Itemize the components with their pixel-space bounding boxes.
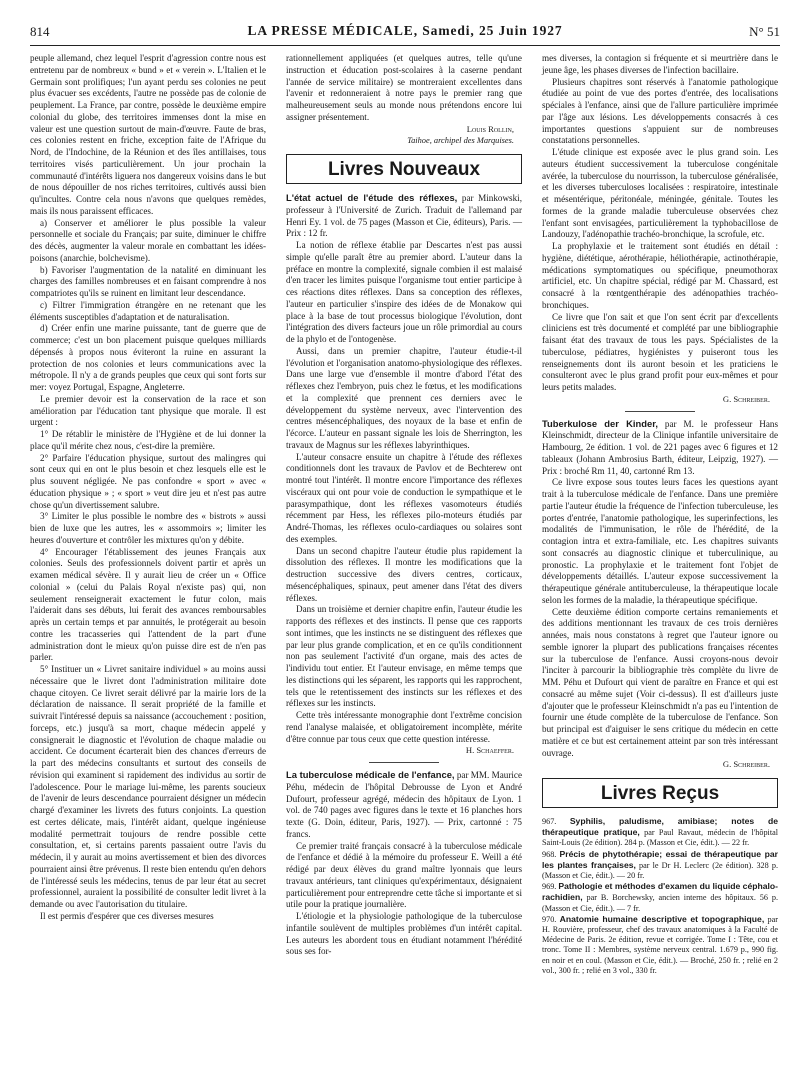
entry-number: 970. <box>542 914 557 924</box>
book-reference: par M. le professeur Hans Kleinschmidt, directeur de la Clinique infantile universitaire de Hambourg, 2e édition. 1 vol. de 221 pages avec 6 figures et 12 tableaux (Johann Ambrosius Barth, éditeur, Leipzig, 1927). — Prix : broché Rm 11, 40, cartonné Rm 13. <box>542 418 778 476</box>
header-rule <box>30 45 780 46</box>
paragraph: Ce premier traité français consacré à la tuberculose médicale de l'enfance et dédié à la mémoire du professeur E. Weill a été rédigé par deux élèves du grand maître lyonnais que leurs travaux antérieurs, tant cliniques qu'expérimentaux, désignaient particulièrement pour entreprendre cette tâche si importante et si utile pour la pratique journalière. <box>286 840 522 910</box>
paragraph: rationnellement appliquées (et quelques autres, telle qu'une instruction et éducation post-scolaires à la caserne pendant l'année de service militaire) se montreraient excellentes dans l'avenir et redonneraient à notre pays le premier rang que malheureusement seuls au monde nous prétendons encore lui assigner présentement. <box>286 53 522 122</box>
book-reference: par le Dr H. Leclerc (2e édition). 328 p. (Masson et Cie, édit.). — 20 fr. <box>542 860 779 881</box>
article-author: Louis Rollin, <box>466 123 514 134</box>
paragraph: mes diverses, la contagion si fréquente et si meurtrière dans le jeune âge, les phases diverses de l'infection bacillaire. <box>542 53 778 75</box>
column-2 <box>286 53 522 958</box>
book-review-heading <box>542 418 778 478</box>
paragraph: Cette très intéressante monographie dont l'extrême concision rend l'analyse malaisée, et obligatoirement incomplète, mérite d'être connue par tous ceux que cette question intéresse. <box>286 710 522 744</box>
paragraph: Ce livre expose sous toutes leurs faces les questions ayant trait à la tuberculose médicale de l'enfance. Dans une première partie l'auteur étudie la fréquence de l'infection tuberculeuse, les portes d'entrée, l'anatomie pathologique, les superinfections, les modalités de l'immunisation, le rôle de l'hérédité, de la contagion intra et extra-familiale, etc. Les chapitres suivants sont consacrés au diagnostic clinique et tuberculinique, au pronostic. La prophylaxie et le traitement font l'objet de développements détaillés. L'auteur expose successivement la thérapeutique générale antituberculeuse, la thérapeutique locale selon les formes de la maladie, la thérapeutique spécifique. <box>542 477 778 605</box>
section-title: Livres Reçus <box>600 783 720 804</box>
book-review-heading <box>286 192 522 240</box>
book-reference: par Minkowski, professeur à l'Université de Zurich. Traduit de l'allemand par Henri Ey. 1 vol. de 75 pages (Masson et Cie, éditeurs), Paris. — Prix : 12 fr. <box>286 193 522 239</box>
book-reference: par B. Borchewsky, ancien interne des hôpitaux. 56 p. (Masson et Cie, édit.). — 7 fr. <box>542 893 778 913</box>
book-reference: par Paul Ravaut, médecin de l'hôpital Saint-Louis (2e édition). 284 p. (Masson et Cie, édit.). — 22 fr. <box>542 828 779 848</box>
paragraph: Cette deuxième édition comporte certains remaniements et des additions mentionnant les travaux de ces trois dernières années, mais nous constatons à regret que l'auteur ignore ou semble ignorer la plupart des publications françaises récentes sur la tuberculose de l'enfance. Aussi croyons-nous devoir l'inciter à parcourir la bibliographie très complète du livre de MM. Péhu et Dufourt qui vient de paraître en France et qui est consacré au même sujet (Voir ci-dessus). Il est d'ailleurs juste d'ajouter que le professeur Kleinschmidt n'a pas eu l'intention de fournir une étude complète de la tuberculose de l'enfance. Son but principal est d'aiguiser le sens critique du médecin en cette matière et ce but est certainement atteint par son très intéressant ouvrage. <box>542 606 778 758</box>
section-heading-box <box>286 154 522 184</box>
list-item: 2° Parfaire l'éducation physique, surtout des malingres qui sont ceux qui en ont le plus besoin et chez lesquels elle est le plus souvent négligée. Ne pas confondre « sport » avec « éducation physique » ; « sport » veut dire jeu et n'est pas autre chose qu'un divertissement salubre. <box>30 452 266 510</box>
issue-number: N° 51 <box>749 24 780 39</box>
list-item: 5° Instituer un « Livret sanitaire individuel » au moins aussi nécessaire que le livret dont l'administration militaire dote chaque citoyen. Ce livret serait délivré par la mairie lors de la déclaration de naissance. Il serait propriété de la famille et suivrait l'intéressé depuis sa naissance (accouchement : position, forceps, etc.) jusqu'à sa mort, chaque médecin appelé y consignerait le diagnostic et l'évolution de chaque maladie ou accident. Ce document écarterait bien des chances d'erreurs de la part des médecins consultants et surtout des conseils de révision qui examinent si rapidement des individus au sortir de l'adolescence. Pour le mariage lui-même, les parents soucieux de l'avenir de leurs descendance pourraient désigner un médecin chargé d'examiner les livrets des futurs conjoints. La question est certes délicate, mais, l'intérêt aidant, quelque ingénieuse modalité permettrait toujours de rendre possible cette consultation, et, si certains parents passaient outre l'avis du médecin, il y aurait au moins avertissement et bien des divorces pourraient ainsi être prévenus. Il reste bien entendu qu'en dehors de l'intéressé seuls les médecins, tenus de par leur état au secret professionnel, auraient la possibilité de consulter ledit livret à la demande ou avec l'autorisation du titulaire. <box>30 664 266 909</box>
journal-title: LA PRESSE MÉDICALE, Samedi, 25 Juin 1927 <box>247 23 563 38</box>
column-3 <box>542 53 778 976</box>
paragraph: Le premier devoir est la conservation de la race et son amélioration par l'éducation tant physique que morale. Il est urgent : <box>30 393 266 428</box>
section-title: Livres Nouveaux <box>327 159 481 180</box>
section-heading-box <box>542 778 778 808</box>
page-header <box>30 20 780 44</box>
list-item: 3° Limiter le plus possible le nombre des « bistrots » aussi bien de luxe que les autres, les « assommoirs »; limiter les heures d'ouverture et contrôler les mixtures qu'on y débite. <box>30 511 266 545</box>
review-signature: G. Schreiber. <box>722 393 770 404</box>
list-item: b) Favoriser l'augmentation de la natalité en diminuant les charges des familles nombreuses et en faisant comprendre à nos compatriotes qu'ils se ruinent en limitant leur descendance. <box>30 264 266 298</box>
paragraph: Ce livre que l'on sait et que l'on sent écrit par d'excellents cliniciens est très documenté et complété par une bibliographie faisant état des travaux de tous les pays. Spécialistes de la tuberculose, pédiatres, hygiénistes y puiseront tous les renseignements dont ils auront besoin et les praticiens le consulteront avec le plus grand profit pour eux-mêmes et pour leurs petits malades. <box>542 311 778 392</box>
list-item: c) Filtrer l'immigration étrangère en ne retenant que les éléments susceptibles d'adaptation et de naturalisation. <box>30 299 266 322</box>
book-review-heading <box>286 769 522 841</box>
entry-number: 969. <box>542 882 557 892</box>
paragraph: L'étude clinique est exposée avec le plus grand soin. Les auteurs étudient successivement la tuberculose congénitale avérée, la tuberculose du nourrisson, la tuberculose généralisée, et les diverses tuberculoses localisées : respiratoire, intestinale et mésentérique, péritonéale, méningée, génitale. Toutes les formes de la grande maladie tuberculeuse observées chez l'enfant sont envisagées, particulièrement la typhobacillose de Landouzy, l'adénopathie trachéo-bronchique, la scrofule, etc. <box>542 147 778 240</box>
divider <box>369 762 439 763</box>
list-item: a) Conserver et améliorer le plus possible la valeur personnelle et sociale du Français; par suite, diminuer le chiffre des décès, augmenter la valeur morale en combattant les idées-poisons (anarchie, bolchevisme). <box>30 217 266 263</box>
paragraph: Dans un troisième et dernier chapitre enfin, l'auteur étudie les rapports des réflexes et des instincts. Il pense que ces rapports sont intimes, que les instincts ne se distinguent des réflexes que par leur plus grande complication, et en ce qu'ils conditionnent non pas seulement l'activité d'un organe, mais des actes de l'individu tout entier. Et l'auteur envisage, en même temps que les distinctions qui les séparent, les rapports qui les rapprochent, tels que le retentissement des instincts sur les réflexes et des réflexes sur les instincts. <box>286 604 522 709</box>
list-item <box>542 849 778 882</box>
book-title: Pathologie et méthodes d'examen du liquide céphalo-rachidien, <box>542 881 778 903</box>
book-title: L'état actuel de l'étude des réflexes, <box>286 192 458 203</box>
book-title: Précis de phytothérapie; essai de thérapeutique par les plantes françaises, <box>542 848 778 870</box>
book-title: Tuberkulose der Kinder, <box>542 417 658 429</box>
list-item: 1° De rétablir le ministère de l'Hygiène et de lui donner la place qu'il mérite chez nous, c'est-dire la première. <box>30 429 266 451</box>
divider <box>625 411 695 412</box>
received-books-list <box>542 816 778 976</box>
book-reference: par MM. Maurice Péhu, médecin de l'hôpital Debrousse de Lyon et André Dufourt, professeur agrégé, médecin des hôpitaux de Lyon. 1 vol. de 740 pages avec figures dans le texte et 16 planches hors texte (G. Doin, éditeur, Paris, 1927). — Prix, cartonné : 75 francs. <box>286 770 523 839</box>
list-item: 4° Encourager l'établissement des jeunes Français aux colonies. Seuls des professionnels doivent partir et après un examen médical sévère. Il y aurait lieu de créer un « Office colonial » (celui du Palais Royal n'existe pas) qui, non seulement renseignerait exactement le futur colon, mais l'aiderait dans ses débuts, lui ferait des avances remboursables après un certain temps et par annuités, le protégerait au besoin contre les tracasseries qui l'attendent de la part d'une administration dont le mieux qu'on puisse dire est de n'en pas parler. <box>30 546 266 663</box>
book-reference: par H. Rouvière, professeur, chef des travaux anatomiques à la Faculté de Médecine de Paris. 2e édition, revue et corrigée. Tome I : Tête, cou et tronc. Tome II : Membres, système nerveux central. 1.679 p., 990 fig. en noir et en coul. (Masson et Cie, édit.). — Broché, 250 fr. ; relié en 2 vol., 300 fr. ; relié en 3 vol., 330 fr. <box>542 914 778 975</box>
paragraph: Aussi, dans un premier chapitre, l'auteur étudie-t-il l'évolution et l'organisation anatomo-physiologique des réflexes. Dans une large vue d'ensemble il montre d'abord l'état des réflexes chez l'embryon, puis chez le fœtus, et les modifications et la complexité que prennent ces derniers avec le développement du système nerveux, avec l'intervention des centres mésencéphaliques, des noyaux de la base et enfin de l'écorce. L'auteur en passant signale les lois de Sherrington, les travaux de Magnus sur les réflexes labyrinthiques. <box>286 345 522 450</box>
page-number: 814 <box>30 24 50 39</box>
entry-number: 967. <box>542 817 557 826</box>
paragraph: La notion de réflexe établie par Descartes n'est pas aussi simple qu'elle paraît être au premier abord. L'auteur dans la préface en montre la complexité, signale combien il est malaisé d'en tracer les limites puisque l'organisme tout entier participe à ces réactions dites réflexes. Dans sa conception des réflexes, l'auteur en particulier s'inspire des idées de de Monakow qui place à la base de tout processus biologique l'évolution, dont l'intégration des divers facteurs joue un rôle primordial au cours de la phylo et de l'ontogenèse. <box>286 240 522 344</box>
paragraph: Il est permis d'espérer que ces diverses mesures <box>40 910 214 921</box>
paragraph: peuple allemand, chez lequel l'esprit d'agression contre nous est entretenu par de nombreux « bund » et « verein ». L'Italien et le Germain sont prolifiques; l'un ayant perdu ses colonies ne peut plus évacuer ses excédents, l'autre ne possède pas de colonie de peuplement. La France, par contre, possède le deuxième empire colonial du globe, des territoires immenses dont la mise en valeur est une question surtout de main-d'œuvre. Faute de bras, ces colonies restent en friche, exception faite de l'Afrique du Nord, de l'Indochine, de la Réunion et des îles antillaises, tous territoires visés particulièrement. Un jour prochain la communauté d'intérêts liguera nos dangereux voisins dans le but de nous dépouiller de nos riches territoires, cultivés aussi bien qu'incultes. Contre cela nous n'avons que quelques remèdes, mais ils nous paraissent efficaces. <box>30 53 266 216</box>
paragraph: L'étiologie et la physiologie pathologique de la tuberculose infantile soulèvent de multiples problèmes d'un intérêt capital. Les auteurs les abordent tous en étudiant notamment l'hérédité sous ses for- <box>286 911 522 957</box>
list-item <box>542 881 778 914</box>
review-signature: G. Schreiber. <box>722 759 770 770</box>
article-author-place: Taihoe, archipel des Marquises. <box>407 136 514 146</box>
book-title: La tuberculose médicale de l'enfance, <box>286 769 455 780</box>
list-item: d) Créer enfin une marine puissante, tant de guerre que de commerce; c'est un bon placement puisque quelques milliards dépensés à propos nous éviteront la ruine en assurant la protection de nos colonies et leurs communications avec la métropole. Il n'y a de grands peuples que ceux qui sont forts sur mer: voyez Portugal, Espagne, Angleterre. <box>30 323 266 392</box>
list-item <box>542 914 778 976</box>
paragraph: La prophylaxie et le traitement sont étudiés en détail : hygiène, diététique, aérothérapie, héliothérapie, actinothérapie, médications symptomatiques ou spécifique, pneumothorax artificiel, etc. Un chapitre spécial, rédigé par M. Chassard, est consacré à la rœntgenthérapie des adénopathies trachéo-bronchiques. <box>542 241 778 310</box>
paragraph: Dans un second chapitre l'auteur étudie plus rapidement la dissolution des réflexes. Il montre les modifications que la destruction successive des divers centres, corticaux, mésencéphaliques, spinaux, peut amener dans l'état des divers réflexes. <box>286 545 522 603</box>
review-signature: H. Schaeffer. <box>465 745 514 756</box>
book-title: Syphilis, paludisme, amibiase; notes de thérapeutique pratique, <box>542 816 779 838</box>
list-item <box>542 816 778 849</box>
book-title: Anatomie humaine descriptive et topographique, <box>559 913 765 924</box>
paragraph: Plusieurs chapitres sont réservés à l'anatomie pathologique étudiée au point de vue des portes d'entrée, des localisations spéciales à l'enfance, ainsi que de l'allure particulière imprimée par l'âge aux lésions. Les développements consacrés à ces importantes questions s'appuient sur de nombreuses constatations personnelles. <box>542 76 778 146</box>
entry-number: 968. <box>542 849 557 859</box>
column-1 <box>30 53 266 923</box>
paragraph: L'auteur consacre ensuite un chapitre à l'étude des réflexes conditionnels dont les travaux de Pavlov et de Bechterew ont montré tout l'intérêt. Il montre encore l'importance des réflexes viscéraux qui ont pour voie de conduction le sympathique et le parasympathique, dont les réflexes vasomoteurs étudiés récemment par Hess, les réflexes pilo-moteurs étudiés par André-Thomas, les réflexes oculo-cardiaques ou solaires sont des exemples. <box>286 451 522 544</box>
